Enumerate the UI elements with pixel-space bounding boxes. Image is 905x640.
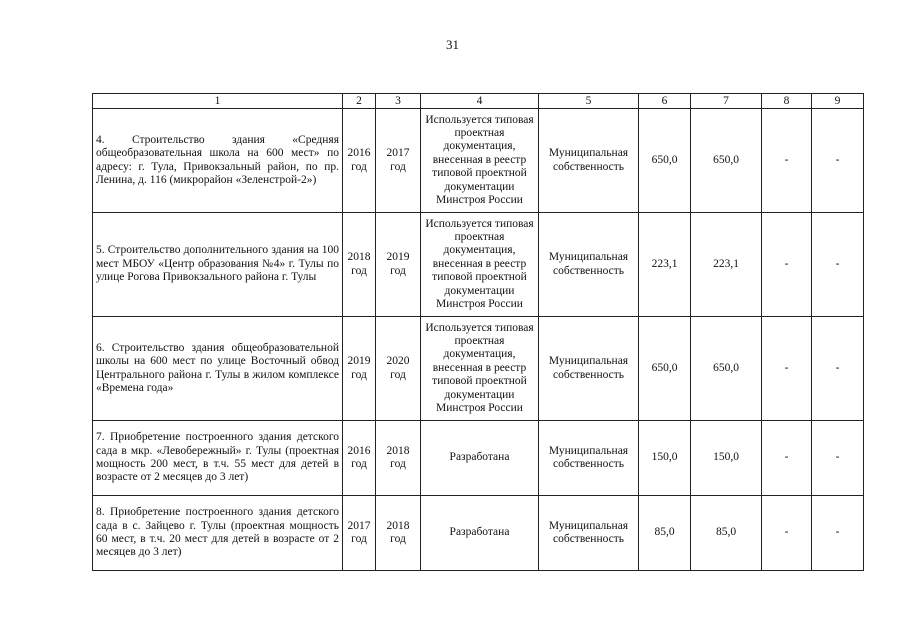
value-col9: - <box>812 421 864 496</box>
ownership-form: Муниципальная собственность <box>539 109 639 213</box>
value-col9: - <box>812 109 864 213</box>
value-col7: 223,1 <box>691 213 762 317</box>
value-col8: - <box>762 317 812 421</box>
end-year: 2019 год <box>376 213 421 317</box>
value-col7: 150,0 <box>691 421 762 496</box>
column-header: 9 <box>812 94 864 109</box>
start-year: 2019 год <box>343 317 376 421</box>
column-header: 6 <box>639 94 691 109</box>
object-description: 6. Строительство здания общеобразовательной школы на 600 мест по улице Восточный обвод Центрального района г. Тулы в жилом комплексе «Времена года» <box>93 317 343 421</box>
table-row <box>93 421 864 496</box>
value-col8: - <box>762 421 812 496</box>
page-number: 31 <box>446 37 459 52</box>
column-header: 1 <box>93 94 343 109</box>
end-year: 2018 год <box>376 496 421 571</box>
column-header: 3 <box>376 94 421 109</box>
start-year: 2016 год <box>343 109 376 213</box>
object-description: 8. Приобретение построенного здания детского сада в с. Зайцево г. Тулы (проектная мощность 60 мест, в т.ч. 20 мест для детей в возрасте от 2 месяцев до 3 лет) <box>93 496 343 571</box>
project-documentation: Используется типовая проектная документация, внесенная в реестр типовой проектной документации Минстроя России <box>421 317 539 421</box>
ownership-form: Муниципальная собственность <box>539 213 639 317</box>
column-header: 7 <box>691 94 762 109</box>
column-header: 4 <box>421 94 539 109</box>
start-year: 2017 год <box>343 496 376 571</box>
value-col8: - <box>762 109 812 213</box>
value-col7: 650,0 <box>691 317 762 421</box>
value-col9: - <box>812 496 864 571</box>
table-header-row <box>93 94 864 109</box>
value-col6: 650,0 <box>639 317 691 421</box>
ownership-form: Муниципальная собственность <box>539 317 639 421</box>
value-col6: 223,1 <box>639 213 691 317</box>
end-year: 2020 год <box>376 317 421 421</box>
value-col6: 85,0 <box>639 496 691 571</box>
value-col8: - <box>762 213 812 317</box>
value-col7: 650,0 <box>691 109 762 213</box>
table-row <box>93 317 864 421</box>
project-documentation: Используется типовая проектная документация, внесенная в реестр типовой проектной документации Минстроя России <box>421 109 539 213</box>
table-row <box>93 109 864 213</box>
value-col9: - <box>812 213 864 317</box>
ownership-form: Муниципальная собственность <box>539 496 639 571</box>
value-col7: 85,0 <box>691 496 762 571</box>
start-year: 2016 год <box>343 421 376 496</box>
end-year: 2017 год <box>376 109 421 213</box>
column-header: 2 <box>343 94 376 109</box>
value-col9: - <box>812 317 864 421</box>
object-description: 4. Строительство здания «Средняя общеобразовательная школа на 600 мест» по адресу: г. Тула, Привокзальный район, по пр. Ленина, д. 116 (микрорайон «Зеленстрой-2») <box>93 109 343 213</box>
column-header: 5 <box>539 94 639 109</box>
value-col6: 150,0 <box>639 421 691 496</box>
end-year: 2018 год <box>376 421 421 496</box>
object-description: 5. Строительство дополнительного здания на 100 мест МБОУ «Центр образования №4» г. Тулы по улице Рогова Привокзального района г. Тулы <box>93 213 343 317</box>
table-row <box>93 213 864 317</box>
table-row <box>93 496 864 571</box>
value-col8: - <box>762 496 812 571</box>
project-documentation: Разработана <box>421 496 539 571</box>
construction-objects-table <box>92 93 864 571</box>
project-documentation: Разработана <box>421 421 539 496</box>
column-header: 8 <box>762 94 812 109</box>
ownership-form: Муниципальная собственность <box>539 421 639 496</box>
project-documentation: Используется типовая проектная документация, внесенная в реестр типовой проектной документации Минстроя России <box>421 213 539 317</box>
start-year: 2018 год <box>343 213 376 317</box>
value-col6: 650,0 <box>639 109 691 213</box>
object-description: 7. Приобретение построенного здания детского сада в мкр. «Левобережный» г. Тулы (проектная мощность 200 мест, в т.ч. 55 мест для детей в возрасте от 2 месяцев до 3 лет) <box>93 421 343 496</box>
